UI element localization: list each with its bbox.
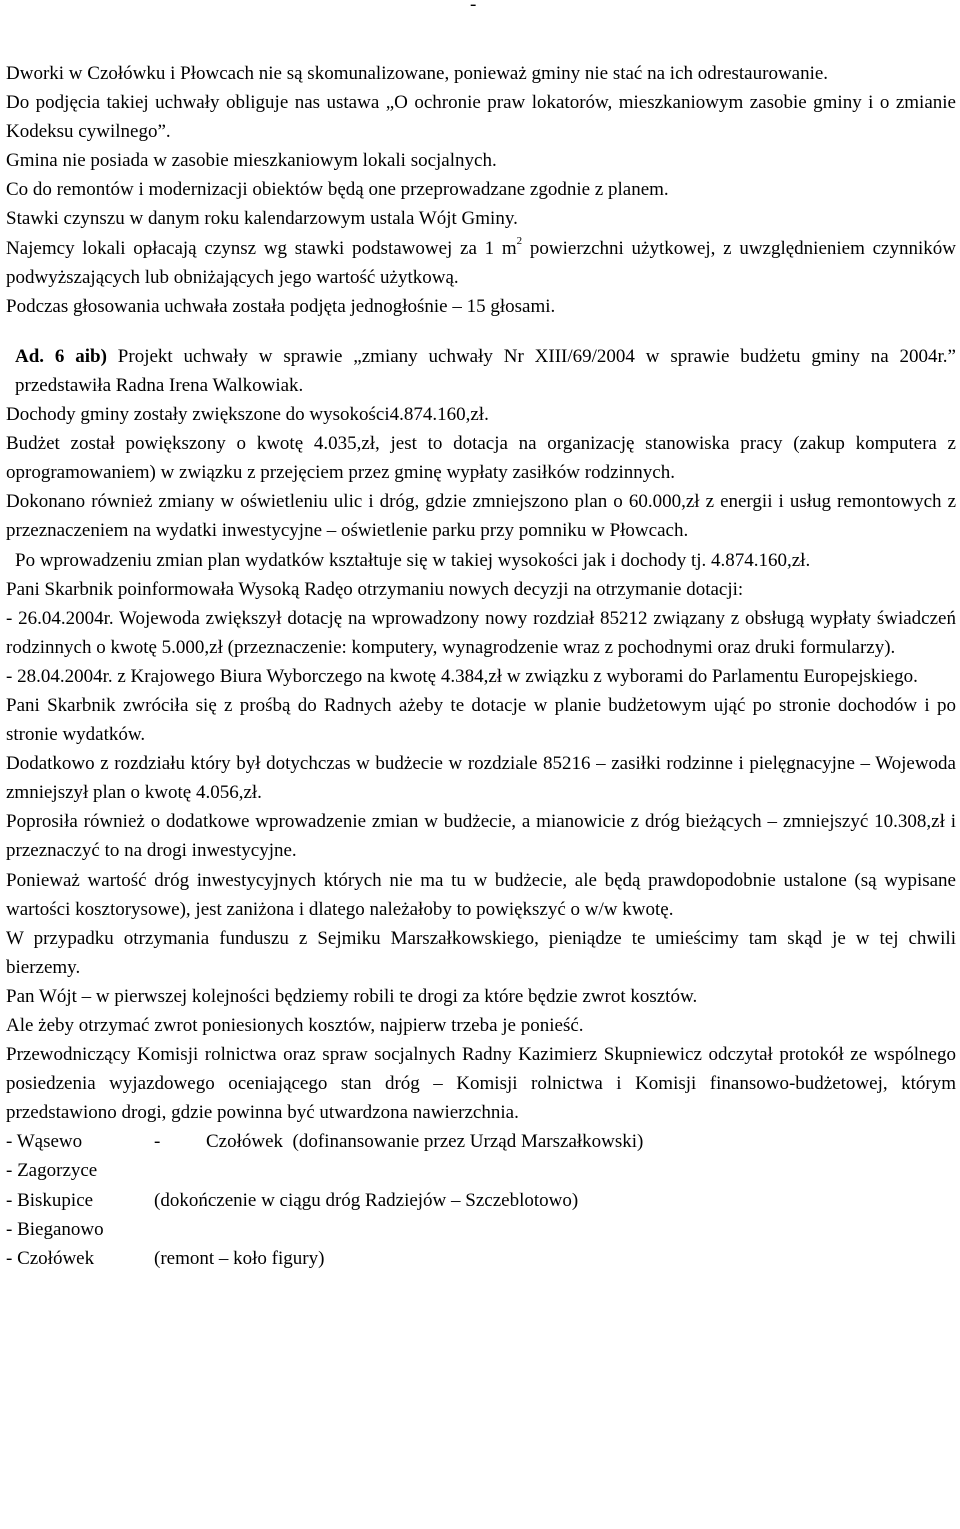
paragraph: Stawki czynszu w danym roku kalendarzowym ustala Wójt Gminy. bbox=[6, 208, 518, 230]
road-list-item bbox=[6, 1156, 956, 1185]
road-name: - Biskupice bbox=[6, 1189, 94, 1211]
paragraph: - 26.04.2004r. Wojewoda zwiększył dotację na wprowadzony nowy rozdział 85212 związany z obsługą wypłaty świadczeń rodzinnych o kwotę 5.000,zł (przeznaczenie: komputery, wynagrodzenie wraz z pochodnymi oraz druki formularzy). bbox=[6, 607, 956, 658]
paragraph: Pan Wójt – w pierwszej kolejności będziemy robili te drogi za które będzie zwrot kosztów. bbox=[6, 985, 698, 1007]
paragraph: Co do remontów i modernizacji obiektów będą one przeprowadzane zgodnie z planem. bbox=[6, 179, 669, 201]
road-dash: - bbox=[154, 1131, 161, 1153]
paragraph: Pani Skarbnik zwróciła się z prośbą do Radnych ażeby te dotacje w planie budżetowym ująć po stronie dochodów i po stronie wydatków. bbox=[6, 694, 956, 746]
paragraph: Pani Skarbnik poinformowała Wysoką Radęo otrzymaniu nowych decyzji na otrzymanie dotacji: bbox=[6, 578, 744, 600]
road-list-item bbox=[6, 1244, 956, 1273]
indented-paragraph: Po wprowadzeniu zmian plan wydatków kształtuje się w takiej wysokości jak i dochody tj. 4.874.160,zł. bbox=[15, 549, 811, 571]
paragraph: Ale żeby otrzymać zwrot poniesionych kosztów, najpierw trzeba je ponieść. bbox=[6, 1015, 584, 1036]
section-heading-label: Ad. 6 aib) bbox=[15, 345, 107, 367]
road-name: - Wąsewo bbox=[6, 1131, 83, 1153]
paragraph: W przypadku otrzymania funduszu z Sejmiku Marszałkowskiego, pieniądze te umieścimy tam skąd je w tej chwili bierzemy. bbox=[6, 927, 956, 978]
road-name: - Bieganowo bbox=[6, 1218, 104, 1240]
paragraph: Budżet został powiększony o kwotę 4.035,zł, jest to dotacja na organizację stanowiska pracy (zakup komputera z oprogramowaniem) w związku z przejęciem przez gminę wypłaty zasiłków rodzinnych. bbox=[6, 433, 956, 484]
paragraph: Gmina nie posiada w zasobie mieszkaniowym lokali socjalnych. bbox=[6, 150, 497, 172]
road-note: Czołówek (dofinansowanie przez Urząd Marszałkowski) bbox=[206, 1131, 644, 1153]
road-name: - Czołówek bbox=[6, 1247, 95, 1269]
paragraph: - 28.04.2004r. z Krajowego Biura Wyborczego na kwotę 4.384,zł w związku z wyborami do Parlamentu Europejskiego. bbox=[6, 665, 918, 687]
road-list-item bbox=[6, 1215, 956, 1244]
section-heading bbox=[6, 342, 956, 400]
vote-line: Podczas głosowania uchwała została podjęta jednogłośnie – 15 głosami. bbox=[6, 295, 556, 317]
road-note: (dokończenie w ciągu dróg Radziejów – Szczeblotowo) bbox=[154, 1189, 579, 1211]
road-list-item bbox=[6, 1186, 956, 1215]
paragraph: Do podjęcia takiej uchwały obliguje nas ustawa „O ochronie praw lokatorów, mieszkaniowym zasobie gminy i o zmianie Kodeksu cywilnego”. bbox=[6, 92, 956, 143]
rent-text-before: Najemcy lokali opłacają czynsz wg stawki podstawowej za 1 m bbox=[6, 237, 517, 259]
paragraph: Dochody gminy zostały zwiększone do wysokości4.874.160,zł. bbox=[6, 404, 489, 426]
road-note: (remont – koło figury) bbox=[154, 1247, 325, 1269]
rent-paragraph bbox=[6, 234, 956, 292]
paragraph: Ponieważ wartość dróg inwestycyjnych których nie ma tu w budżecie, ale będą prawdopodobnie ustalone (są wypisane wartości kosztorysowe), jest zaniżona i dlatego należałoby to powiększyć o w/w kwotę. bbox=[6, 869, 956, 920]
paragraph: Przewodniczący Komisji rolnictwa oraz spraw socjalnych Radny Kazimierz Skupniewicz odczytał protokół ze wspólnego posiedzenia wyjazdowego oceniającego stan dróg – Komisji rolnictwa i Komisji finansowo-budżetowej, którym przedstawiono drogi, gdzie powinna być utwardzona nawierzchnia. bbox=[6, 1044, 956, 1124]
spacer bbox=[6, 321, 956, 342]
paragraph: Dokonano również zmiany w oświetleniu ulic i dróg, gdzie zmniejszono plan o 60.000,zł z energii i usług remontowych z przeznaczeniem na wydatki inwestycyjne – oświetlenie parku przy pomniku w Płowcach. bbox=[6, 491, 956, 542]
road-list-item bbox=[6, 1127, 956, 1156]
section-heading-text: Projekt uchwały w sprawie „zmiany uchwały Nr XIII/69/2004 w sprawie budżetu gminy na 2004r.” przedstawiła Radna Irena Walkowiak. bbox=[15, 345, 956, 396]
paragraph: Dworki w Czołówku i Płowcach nie są skomunalizowane, ponieważ gminy nie stać na ich odrestaurowanie. bbox=[6, 63, 829, 84]
document-body bbox=[6, 59, 956, 1273]
paragraph: Dodatkowo z rozdziału który był dotychczas w budżecie w rozdziale 85216 – zasiłki rodzinne i pielęgnacyjne – Wojewoda zmniejszył plan o kwotę 4.056,zł. bbox=[6, 753, 956, 804]
header-mark: - bbox=[470, 0, 477, 15]
paragraph: Poprosiła również o dodatkowe wprowadzenie zmian w budżecie, a mianowicie z dróg bieżących – zmniejszyć 10.308,zł i przeznaczyć to na drogi inwestycyjne. bbox=[6, 811, 956, 862]
square-superscript: 2 bbox=[516, 235, 523, 248]
road-name: - Zagorzyce bbox=[6, 1160, 98, 1182]
rent-text-after: powierzchni użytkowej, z uwzględnieniem czynników podwyższających lub obniżających jego wartość użytkową. bbox=[6, 237, 956, 288]
